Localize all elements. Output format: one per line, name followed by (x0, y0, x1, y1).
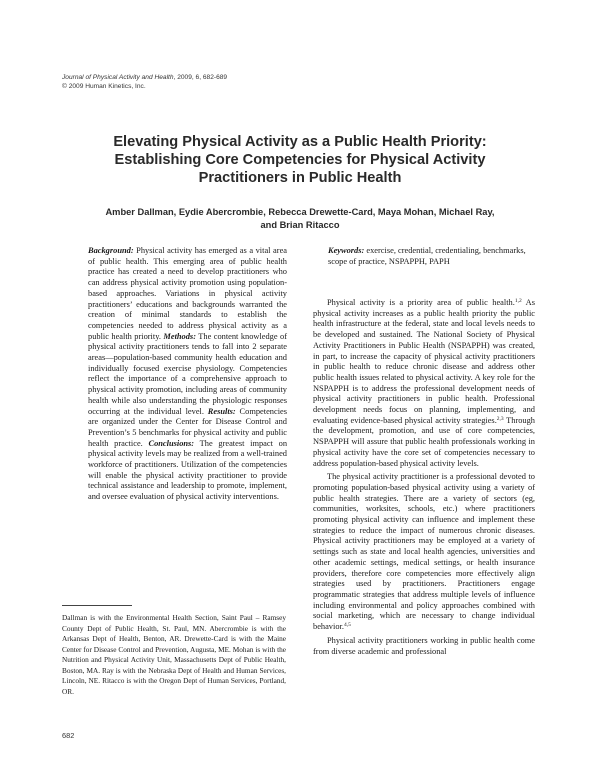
keywords-list: exercise, credential, credentialing, benchmarks, scope of practice, NSPAPPH, PAPH (328, 246, 526, 266)
p2-text: The physical activity practitioner is a professional devoted to promoting population-based physical activity using a variety of public health strategies. There are a variety of sectors (eg, communities, worksites, schools, etc.) where practitioners promoting physical activity can influence and implement these strategies to reduce the impact of numerous chronic diseases. Physical activity practitioners may be employed at a variety of settings such as state and local health agencies, universities and other academic settings, medical settings, or health insurance providers, therefore core competencies more effectively align strategies used by practitioners. Practitioners engage programmatic strategies that address multiple levels of influence including environmental and policy approaches combined with social marketing, which are necessary to change individual behavior. (313, 472, 535, 632)
conclusions-label: Conclusions: (148, 438, 195, 448)
author-list (60, 206, 540, 232)
citation-4-5: 4,5 (343, 622, 351, 629)
journal-citation (62, 74, 227, 83)
journal-copyright: © 2009 Human Kinetics, Inc. (62, 82, 146, 90)
results-text: Competencies are organized under the Center for Disease Control and Prevention’s 5 benchmarks for physical activity and public health practice. (88, 406, 287, 448)
conclusions-text: The greatest impact on physical activity levels may be realized from a well-trained workforce of practitioners. Utilization of the competencies will enable the physical activity practitioner to provide technical assistance and leadership to promote, implement, and oversee evaluation of physical activity interventions. (88, 438, 288, 502)
background-text: Physical activity has emerged as a vital area of public health. This emerging area of public health practice has created a need to develop practitioners who can address physical activity promotion using population-based approaches. Variations in physical activity practitioners’ educations and backgrounds warranted the creation of minimal standards to establish the competencies needed to address physical activity as a public health priority. (88, 246, 287, 341)
authors-line-1: Amber Dallman, Eydie Abercrombie, Rebecca Drewette-Card, Maya Mohan, Michael Ray, (105, 207, 495, 217)
body-text (313, 298, 535, 657)
abstract (88, 246, 287, 503)
body-paragraph-3: Physical activity practitioners working in public health come from diverse academic and professional (313, 635, 535, 656)
methods-text: The content knowledge of physical activity practitioners tends to fall into 2 separate areas—population-based community health education and individually focused exercise physiology. Competencies reflect the importance of a comprehensive approach to physical activity promotion, including areas of community health while also understanding the physiologic responses occurring at the individual level. (88, 331, 287, 416)
title-line-1: Elevating Physical Activity as a Public Health Priority: (113, 134, 487, 150)
abstract-text (88, 246, 287, 503)
journal-header (62, 74, 227, 91)
results-label: Results: (207, 406, 236, 416)
page-number: 682 (62, 731, 75, 740)
body-paragraph-2 (313, 472, 535, 633)
journal-volume-pages: , 2009, 6, 682-689 (173, 74, 228, 81)
p1-text-b: As physical activity increases as a public health priority the public health infrastructure at the federal, state and local levels needs to be developed and sustained. The National Society of Physical Activity Practitioners in Public Health (NSPAPPH) was created, in part, to increase the capacity of physical activity practitioners in public health to reduce chronic disease and address other public health issues related to physical activity. A key role for the NSPAPPH is to address the professional development needs of physical activity practitioners in public health. Professional development needs focus on planning, implementing, and evaluating evidence-based physical activity strategies. (313, 298, 535, 425)
title-line-2: Establishing Core Competencies for Physical Activity (114, 152, 486, 169)
keywords (328, 246, 534, 267)
article-title (60, 133, 540, 188)
authors-line-2: and Brian Ritacco (260, 220, 340, 230)
p1-text-c: Through the development, promotion, and use of core competencies, NSPAPPH will assure that public health professionals working in physical activity have the core set of competencies necessary to address population-based physical activity levels. (313, 415, 535, 468)
background-label: Background: (88, 246, 134, 255)
keywords-label: Keywords: (328, 246, 365, 255)
citation-1-2: 1,2 (514, 298, 522, 304)
keywords-text (328, 246, 534, 267)
journal-name: Journal of Physical Activity and Health (62, 74, 174, 81)
title-line-3: Practitioners in Public Health (198, 170, 402, 187)
footnote-rule (62, 605, 132, 606)
author-affiliations: Dallman is with the Environmental Health Section, Saint Paul – Ramsey County Dept of Public Health, St. Paul, MN. Abercrombie is with the Arkansas Dept of Health, Benton, AR. Drewette-Card is with the Maine Center for Disease Control and Prevention, Augusta, ME. Mohan is with the Nutrition and Physical Activity Unit, Massachusetts Dept of Public Health, Boston, MA. Ray is with the Nebraska Dept of Health and Human Services, Lincoln, NE. Ritacco is with the Oregon Dept of Human Services, Portland, OR. (62, 613, 286, 696)
body-paragraph-1 (313, 298, 535, 469)
citation-2-3: 2,3 (496, 415, 504, 422)
methods-label: Methods: (163, 331, 196, 341)
p1-text-a: Physical activity is a priority area of public health. (327, 298, 515, 307)
